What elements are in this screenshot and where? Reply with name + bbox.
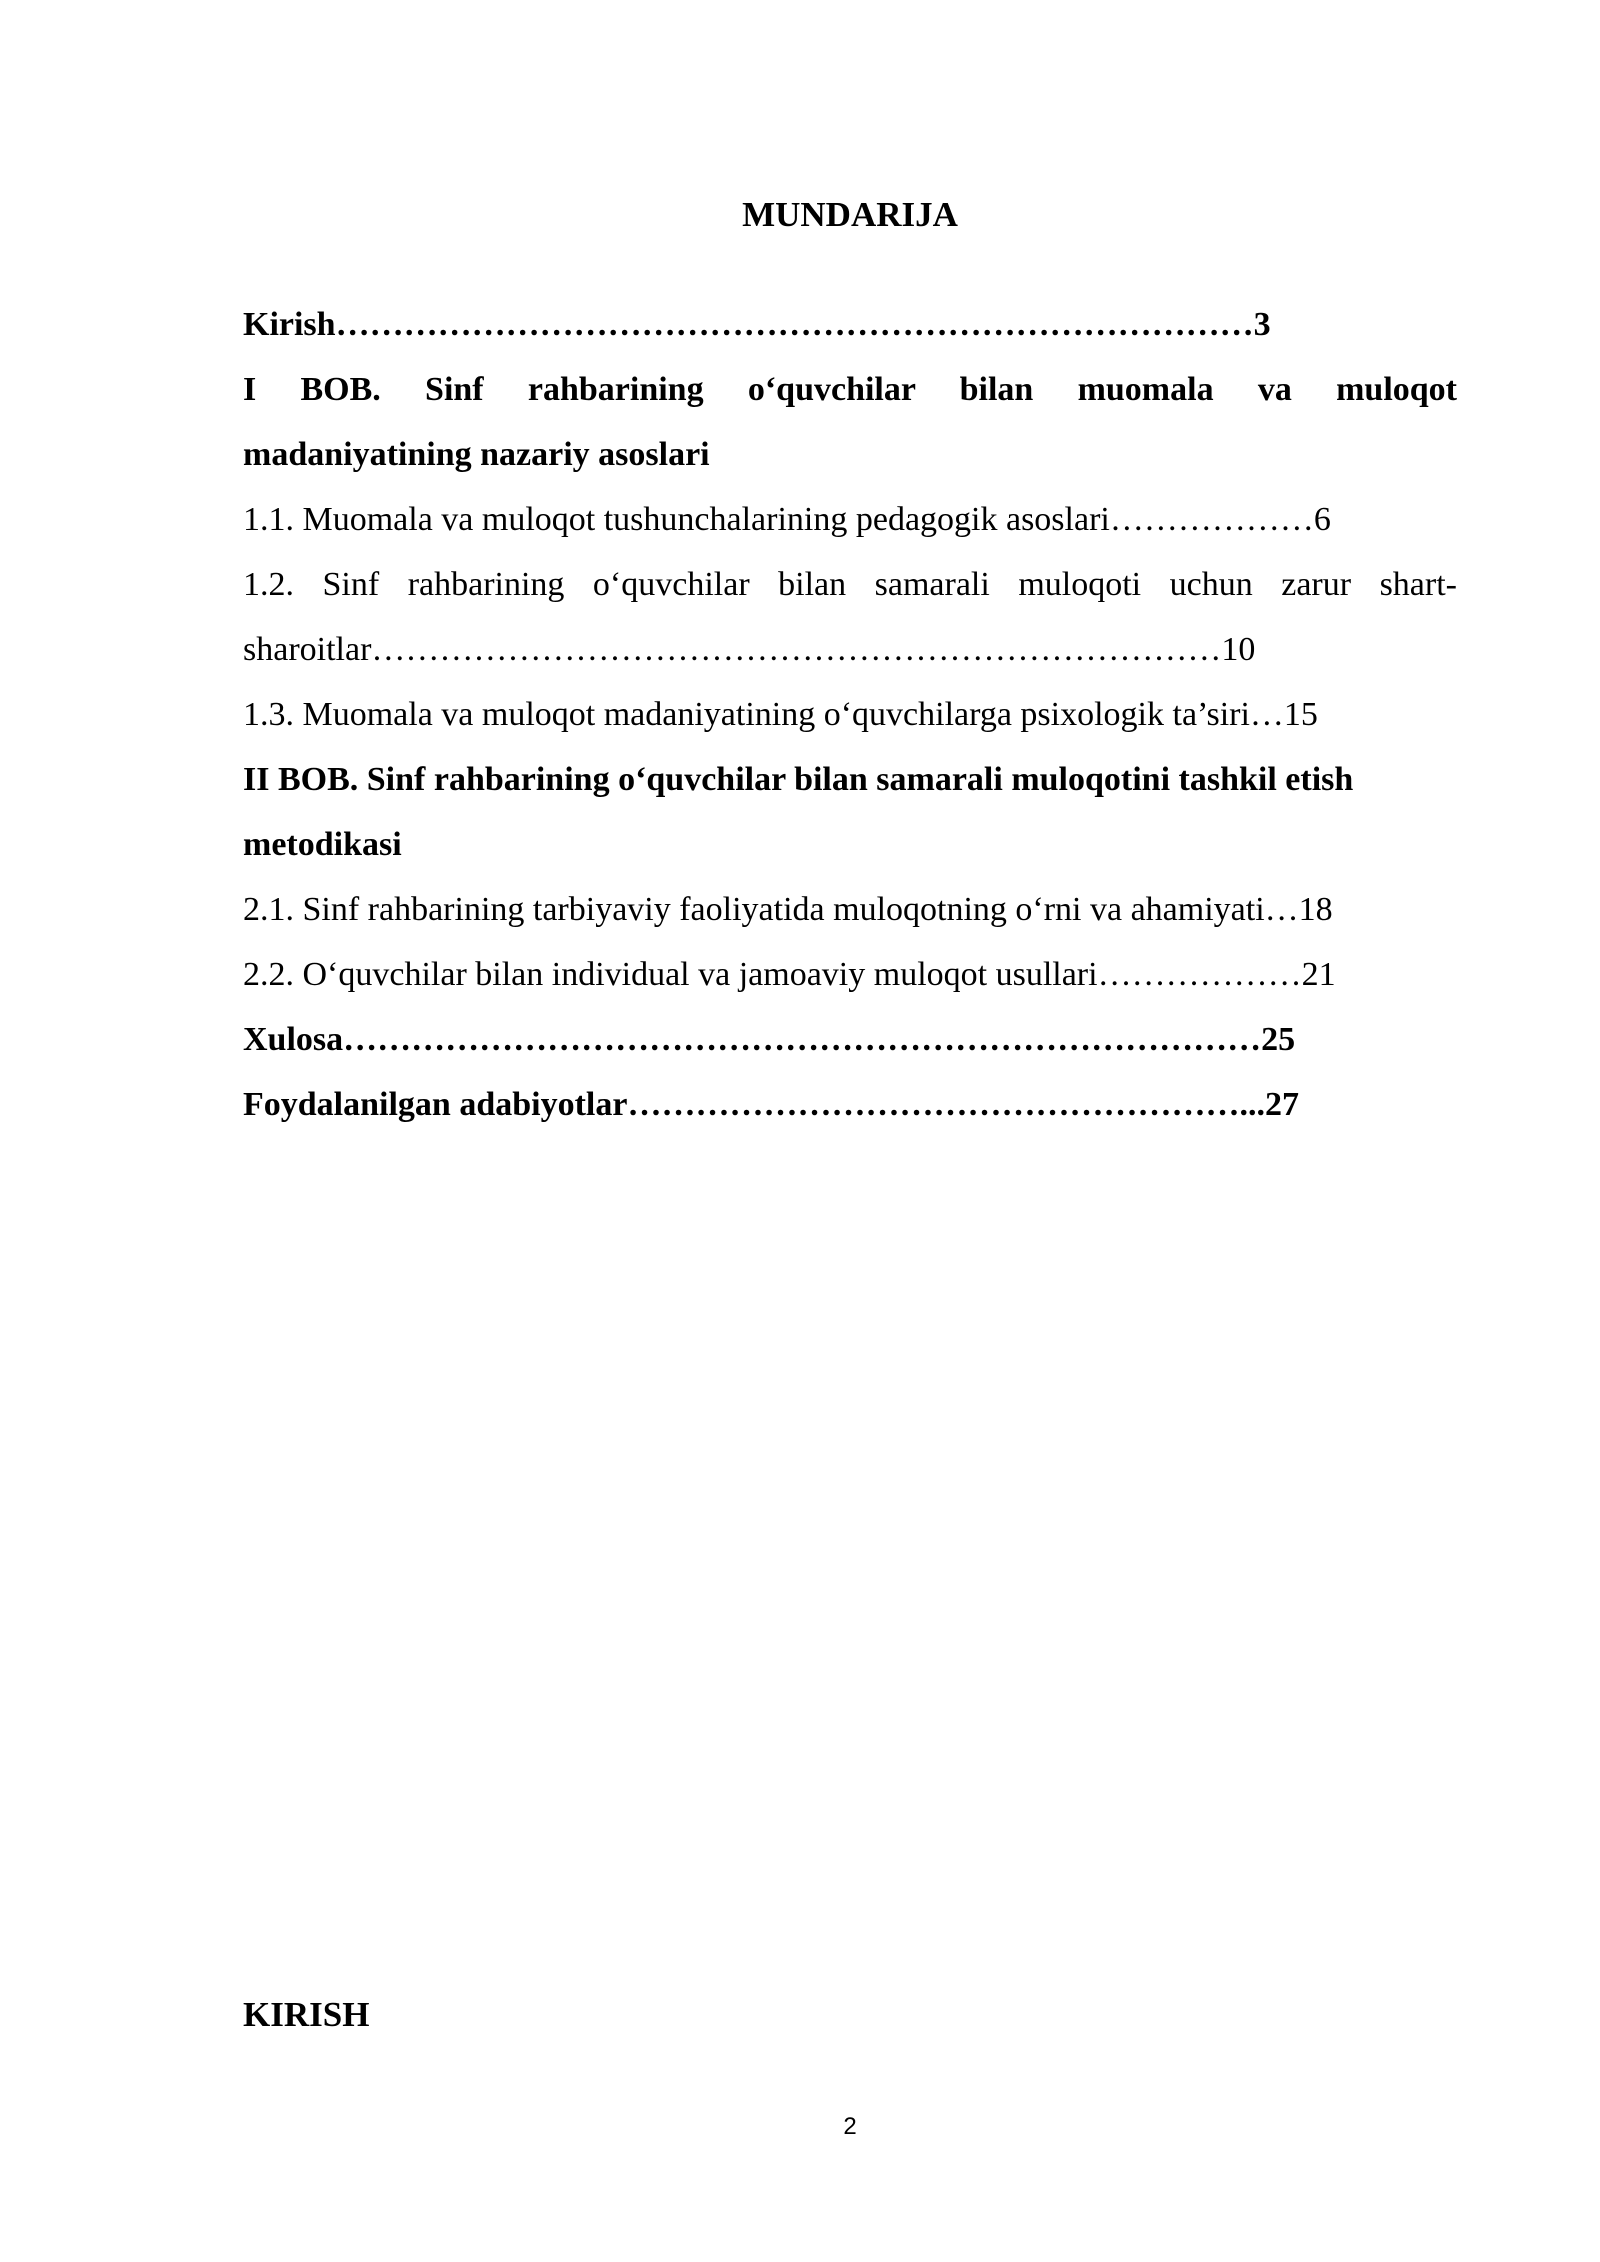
table-of-contents bbox=[243, 292, 1457, 1137]
toc-entry-2-2: 2.2. O‘quvchilar bilan individual va jamoaviy muloqot usullari………………21 bbox=[243, 956, 1336, 993]
toc-chapter-2-title-cont: metodikasi bbox=[243, 826, 402, 863]
toc-chapter-2-title: II BOB. Sinf rahbarining o‘quvchilar bilan samarali muloqotini tashkil etish bbox=[243, 761, 1354, 798]
toc-entry-1-3: 1.3. Muomala va muloqot madaniyatining o‘quvchilarga psixologik ta’siri…15 bbox=[243, 696, 1318, 733]
toc-entry-kirish: Kirish………………………………………………………………………3 bbox=[243, 306, 1271, 343]
toc-entry-1-2-cont: sharoitlar…………………………………………………………………10 bbox=[243, 631, 1256, 668]
toc-chapter-1-title-cont: madaniyatining nazariy asoslari bbox=[243, 436, 710, 473]
section-heading-kirish: KIRISH bbox=[243, 1995, 370, 2034]
toc-entry-1-1: 1.1. Muomala va muloqot tushunchalarining pedagogik asoslari………………6 bbox=[243, 501, 1331, 538]
page-title: MUNDARIJA bbox=[742, 195, 958, 234]
toc-chapter-1-title: I BOB. Sinf rahbarining o‘quvchilar bilan muomala va muloqot bbox=[243, 371, 1457, 408]
toc-entry-xulosa: Xulosa………………………………………………………………………25 bbox=[243, 1021, 1296, 1058]
toc-entry-1-2: 1.2. Sinf rahbarining o‘quvchilar bilan samarali muloqoti uchun zarur shart- bbox=[243, 566, 1457, 603]
toc-entry-2-1: 2.1. Sinf rahbarining tarbiyaviy faoliyatida muloqotning o‘rni va ahamiyati…18 bbox=[243, 891, 1333, 928]
toc-entry-adabiyotlar: Foydalanilgan adabiyotlar………………………………………………...27 bbox=[243, 1086, 1299, 1123]
page-number: 2 bbox=[843, 2113, 857, 2140]
